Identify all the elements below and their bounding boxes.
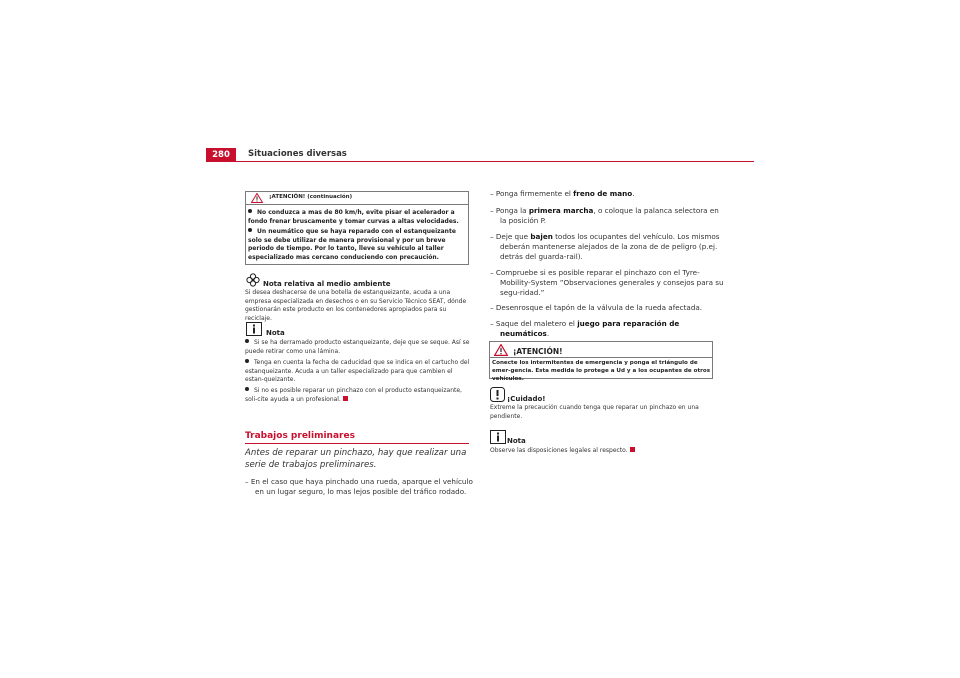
step-item: – Compruebe si es posible reparar el pinchazo con el Tyre-Mobility-System ”Observaciones generales y consejos para su segu-ridad.”	[490, 268, 724, 297]
warning-box	[489, 341, 713, 382]
note-item: Tenga en cuenta la fecha de caducidad que se indica en el cartucho del estanqueizante. Acuda a un taller especializado para que cambien el estan-queizante.	[245, 359, 470, 384]
env-note-title: Nota relativa al medio ambiente	[263, 280, 391, 288]
warning-item: No conduzca a mas de 80 km/h, evite pisar el acelerador a fondo frenar bruscamente y tomar curvas a altas velocidades.	[248, 209, 459, 225]
warning-title: ¡ATENCIÓN!	[513, 347, 563, 356]
section-rule	[245, 443, 469, 444]
warning-divider	[490, 357, 712, 358]
end-mark-icon	[630, 447, 635, 452]
warning-continued-box	[245, 191, 469, 265]
page-number: 280	[206, 148, 236, 162]
bullet-icon	[248, 228, 252, 232]
flower-environment-icon	[246, 273, 260, 287]
section-title: Trabajos preliminares	[245, 431, 355, 441]
end-mark-icon	[343, 396, 348, 401]
header-rule	[206, 161, 754, 162]
section-intro: Antes de reparar un pinchazo, hay que realizar una serie de trabajos preliminares.	[245, 448, 467, 470]
step-item: – Deje que bajen todos los ocupantes del vehículo. Los mismos deberán mantenerse alejados de la zona de de peligro (p.ej. detrás del guarda-rail).	[490, 232, 720, 261]
step-item: – Desenrosque el tapón de la válvula de la rueda afectada.	[490, 303, 703, 312]
note-icon	[490, 430, 506, 444]
note-title: Nota	[507, 437, 526, 445]
note-item: Si se ha derramado producto estanqueizante, deje que se seque. Así se puede retirar como una lámina.	[245, 339, 470, 355]
note-icon	[246, 322, 262, 336]
warning-continued-title: ¡ATENCIÓN! (continuación)	[269, 194, 353, 200]
warning-triangle-icon	[251, 193, 263, 203]
env-note-text: Si desea deshacerse de una botella de estanqueizante, acuda a una empresa especializada en desechos o en su Servicio Técnico SEAT, dónde gestionarán este producto en los contenedores apropiados para su reciclaje.	[245, 289, 467, 322]
caution-icon	[490, 387, 505, 402]
step-item: – En el caso que haya pinchado una rueda, aparque el vehículo en un lugar seguro, lo mas lejos posible del tráfico rodado.	[245, 477, 473, 496]
note-title: Nota	[266, 329, 285, 337]
step-item: – Ponga firmemente el freno de mano.	[490, 189, 635, 198]
bullet-icon	[245, 359, 249, 363]
bullet-icon	[245, 387, 249, 391]
chapter-title: Situaciones diversas	[248, 149, 347, 159]
bullet-icon	[245, 339, 249, 343]
step-item: – Ponga la primera marcha, o coloque la palanca selectora en la posición P.	[490, 206, 719, 225]
caution-title: ¡Cuidado!	[507, 395, 546, 403]
warning-text: Conecte los intermitentes de emergencia y ponga el triángulo de emer-gencia. Esta medida lo protege a Ud y a los ocupantes de otros vehículos.	[492, 360, 711, 382]
step-item: – Saque del maletero el juego para reparación de neumáticos.	[490, 319, 680, 338]
warning-continued-header	[246, 192, 468, 205]
bullet-icon	[248, 209, 252, 213]
note-item: Si no es posible reparar un pinchazo con el producto estanqueizante, soli-cite ayuda a un profesional.	[245, 387, 462, 403]
caution-text: Extreme la precaución cuando tenga que reparar un pinchazo en una pendiente.	[490, 404, 699, 420]
warning-triangle-icon	[494, 344, 508, 356]
warning-item: Un neumático que se haya reparado con el estanqueizante solo se debe utilizar de manera provisional y por un breve periodo de tiempo. Por lo tanto, lleve su vehículo al taller especializado mas cercano conduciendo con precaución.	[248, 228, 456, 261]
note-text: Observe las disposiciones legales al respecto.	[490, 447, 710, 456]
